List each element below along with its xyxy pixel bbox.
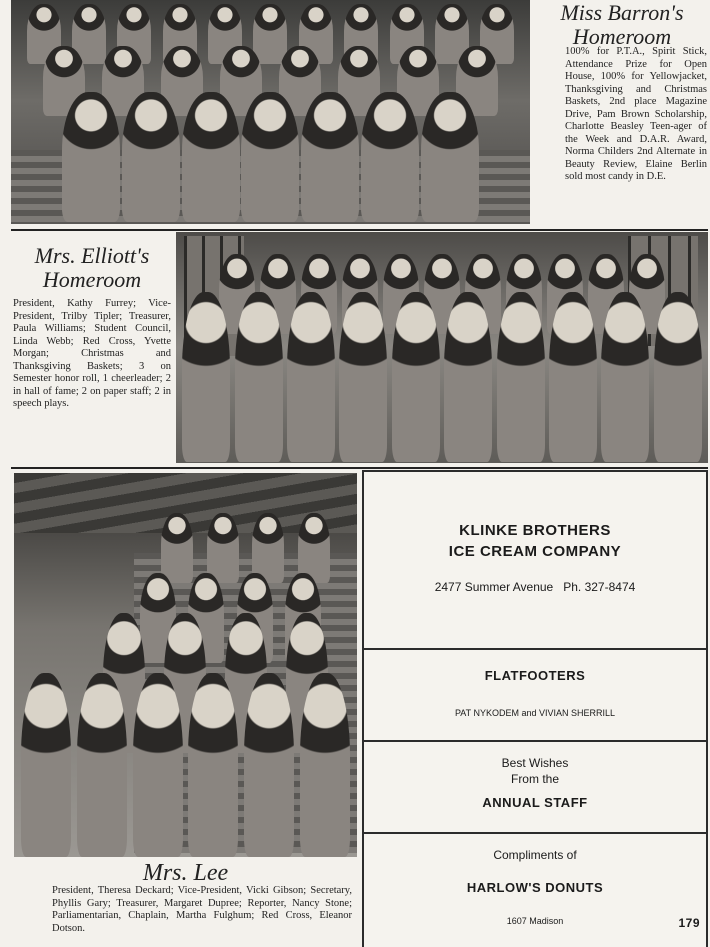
divider-middle	[11, 467, 708, 469]
elliott-homeroom-photo	[176, 232, 708, 463]
barron-title-line2: Homeroom	[572, 24, 672, 49]
elliott-title-line2: Homeroom	[42, 267, 142, 292]
harlow-compliments: Compliments of	[493, 848, 577, 862]
barron-title-line1: Miss Barron's	[560, 0, 684, 25]
annual-best-wishes: Best Wishes	[501, 756, 569, 770]
elliott-title-line1: Mrs. Elliott's	[34, 243, 150, 268]
annual-staff-title: ANNUAL STAFF	[482, 795, 588, 810]
divider-top	[11, 229, 708, 231]
flatfooters-title: FLATFOOTERS	[484, 668, 586, 683]
ad-annual-staff	[362, 742, 708, 834]
elliott-title	[12, 244, 172, 292]
klinke-address: 2477 Summer Avenue Ph. 327-8474	[434, 580, 636, 594]
elliott-caption: President, Kathy Furrey; Vice-President, Trilby Tipler; Treasurer, Paula Williams; Student Council, Linda Webb; Red Cross, Yvette Morgan; Christmas and Thanksgiving Baskets; 3 on Semester honor roll, 1 cheerleader; 2 in hall of fame; 2 on paper staff; 2 in speech plays.	[13, 298, 171, 409]
klinke-name-line2: ICE CREAM COMPANY	[448, 543, 622, 560]
barron-title	[537, 1, 707, 49]
annual-from-the: From the	[510, 772, 559, 786]
lee-title: Mrs. Lee	[142, 860, 229, 886]
klinke-name-line1: KLINKE BROTHERS	[459, 522, 611, 539]
flatfooters-names: PAT NYKODEM and VIVIAN SHERRILL	[454, 708, 616, 718]
page-number: 179	[678, 916, 700, 930]
ad-harlows-donuts	[362, 834, 708, 947]
ad-flatfooters	[362, 650, 708, 742]
lee-caption: President, Theresa Deckard; Vice-President, Vicki Gibson; Secretary, Phyllis Gary; Treasurer, Margaret Dupree; Reporter, Nancy Stone; Parliamentarian, Chaplain, Martha Fulghum; Red Cross, Eleanor Dotson.	[52, 885, 352, 934]
barron-homeroom-photo	[11, 0, 530, 224]
harlow-address: 1607 Madison	[506, 916, 564, 926]
barron-caption: 100% for P.T.A., Spirit Stick, Attendance Prize for Open House, 100% for Yellowjacket, Thanksgiving and Christmas Baskets, 2nd place Magazine Drive, Pam Brown Scholarship, Charlotte Beasley Teen-ager of the Week and D.A.R. Award, Norma Childers 2nd Alternate in Beauty Review, Elaine Berlin sold most candy in D.E.	[565, 46, 707, 182]
harlow-title: HARLOW'S DONUTS	[466, 880, 604, 895]
ad-klinke-brothers	[362, 470, 708, 650]
lee-homeroom-photo	[14, 473, 357, 857]
